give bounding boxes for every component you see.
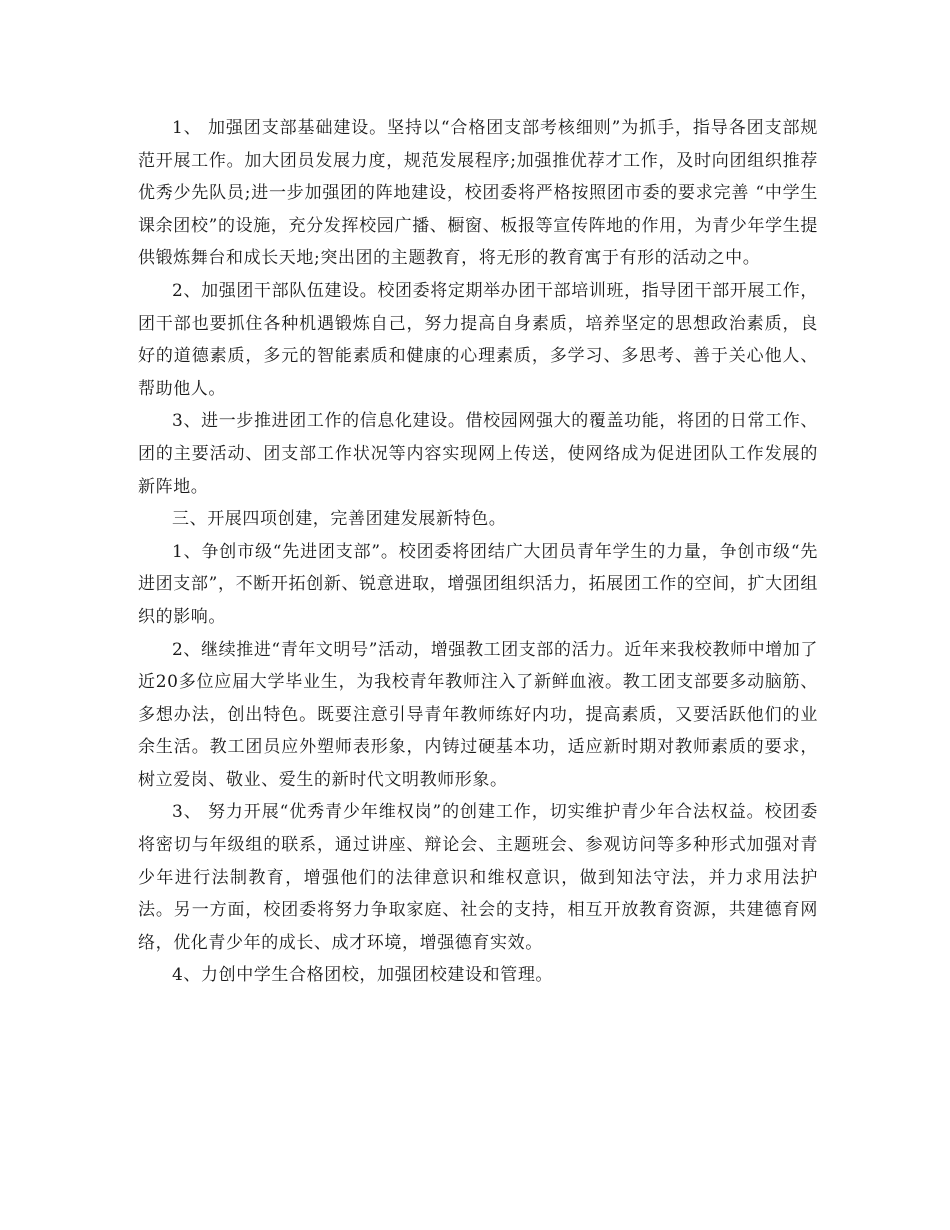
paragraph-1: 1、 加强团支部基础建设。坚持以“合格团支部考核细则”为抓手，指导各团支部规范开展工作。加大团员发展力度，规范发展程序;加强推优荐才工作，及时向团组织推荐优秀少先队员;进一步加强团的阵地建设，校团委将严格按照团市委的要求完善 “中学生课余团校”的设施，充分发挥校园广播、橱窗、板报等宣传阵地的作用，为青少年学生提供锻炼舞台和成长天地;突出团的主题教育，将无形的教育寓于有形的活动之中。 [138, 118, 818, 269]
paragraph-5: 2、继续推进“青年文明号”活动，增强教工团支部的活力。近年来我校教师中增加了近20多位应届大学毕业生，为我校青年教师注入了新鲜血液。教工团支部要多动脑筋、多想办法，创出特色。既要注意引导青年教师练好内功，提高素质，又要活跃他们的业余生活。教工团员应外塑师表形象，内铸过硬基本功，适应新时期对教师素质的要求，树立爱岗、敬业、爱生的新时代文明教师形象。 [138, 639, 818, 790]
paragraph-7: 4、力创中学生合格团校，加强团校建设和管理。 [172, 965, 554, 986]
section-heading: 三、开展四项创建，完善团建发展新特色。 [172, 509, 507, 530]
paragraph-4: 1、争创市级“先进团支部”。校团委将团结广大团员青年学生的力量，争创市级“先进团支部”，不断开拓创新、锐意进取，增强团组织活力，拓展团工作的空间，扩大团组织的影响。 [138, 541, 818, 627]
document-body [138, 112, 818, 992]
paragraph-3: 3、进一步推进团工作的信息化建设。借校园网强大的覆盖功能，将团的日常工作、团的主要活动、团支部工作状况等内容实现网上传送，使网络成为促进团队工作发展的新阵地。 [138, 411, 818, 497]
paragraph-2: 2、加强团干部队伍建设。校团委将定期举办团干部培训班，指导团干部开展工作，团干部也要抓住各种机遇锻炼自己，努力提高自身素质，培养坚定的思想政治素质，良好的道德素质，多元的智能素质和健康的心理素质，多学习、多思考、善于关心他人、帮助他人。 [138, 280, 818, 399]
paragraph-6: 3、 努力开展“优秀青少年维权岗”的创建工作，切实维护青少年合法权益。校团委将密切与年级组的联系，通过讲座、辩论会、主题班会、参观访问等多种形式加强对青少年进行法制教育，增强他们的法律意识和维权意识，做到知法守法，并力求用法护法。另一方面，校团委将努力争取家庭、社会的支持，相互开放教育资源，共建德育网络，优化青少年的成长、成才环境，增强德育实效。 [138, 802, 818, 953]
